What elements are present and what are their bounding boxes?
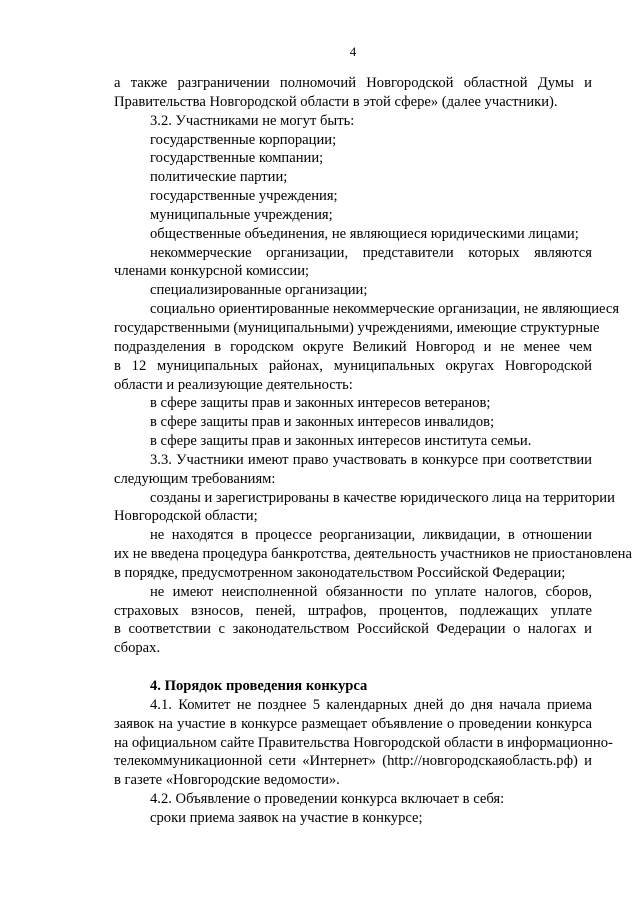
text-line: специализированные организации; [150, 282, 368, 299]
text-line: в газете «Новгородские ведомости». [114, 772, 340, 789]
text-line: социально ориентированные некоммерческие организации, не являющиеся [150, 301, 620, 318]
text-line: в соответствии с законодательством Российской Федерации о налогах и [114, 621, 592, 638]
text-line: созданы и зарегистрированы в качестве юридического лица на территории [150, 489, 615, 506]
text-line: членами конкурсной комиссии; [114, 263, 310, 280]
text-line: 4.1. Комитет не позднее 5 календарных дней до дня начала приема [150, 696, 592, 713]
text-line: 3.3. Участники имеют право участвовать в конкурсе при соответствии [150, 451, 592, 468]
text-line: в сфере защиты прав и законных интересов инвалидов; [150, 414, 495, 431]
text-line: в порядке, предусмотренном законодательством Российской Федерации; [114, 564, 566, 581]
section-heading: 4. Порядок проведения конкурса [150, 678, 368, 694]
text-line: 4.2. Объявление о проведении конкурса включает в себя: [150, 791, 505, 808]
document-body [114, 74, 632, 828]
text-line: не имеют неисполненной обязанности по уплате налогов, сборов, [150, 583, 592, 600]
text-line: общественные объединения, не являющиеся юридическими лицами; [150, 225, 579, 242]
text-line: в сфере защиты прав и законных интересов института семьи. [150, 433, 532, 450]
text-line: на официальном сайте Правительства Новгородской области в информационно- [114, 734, 613, 751]
text-line: в сфере защиты прав и законных интересов ветеранов; [150, 395, 491, 412]
text-line: государственные корпорации; [150, 131, 337, 148]
text-line: государственные компании; [150, 150, 324, 167]
text-line: их не введена процедура банкротства, деятельность участников не приостановлена [114, 546, 632, 563]
text-line: не находятся в процессе реорганизации, ликвидации, в отношении [150, 527, 592, 544]
text-line: Новгородской области; [114, 508, 258, 525]
text-line: 3.2. Участниками не могут быть: [150, 112, 355, 129]
text-line: муниципальные учреждения; [150, 206, 333, 223]
text-line: некоммерческие организации, представители которых являются [150, 244, 592, 261]
text-line: телекоммуникационной сети «Интернет» (http://новгородскаяобласть.рф) и [114, 753, 592, 770]
text-line: сборах. [114, 640, 161, 657]
text-line: государственные учреждения; [150, 188, 338, 205]
page-number: 4 [349, 44, 357, 59]
text-line: следующим требованиям: [114, 470, 276, 487]
text-line: области и реализующие деятельность: [114, 376, 353, 393]
text-line: страховых взносов, пеней, штрафов, процентов, подлежащих уплате [114, 602, 592, 619]
text-line: политические партии; [150, 169, 288, 186]
text-line: заявок на участие в конкурсе размещает объявление о проведении конкурса [114, 715, 592, 732]
text-line: Правительства Новгородской области в этой сфере» (далее участники). [114, 93, 558, 110]
text-line: а также разграничении полномочий Новгородской областной Думы и [114, 75, 592, 91]
text-line: государственными (муниципальными) учреждениями, имеющие структурные [114, 319, 600, 336]
text-line: подразделения в городском округе Великий Новгород и не менее чем [114, 338, 592, 355]
blank-line [114, 658, 592, 677]
text-line: сроки приема заявок на участие в конкурсе; [150, 809, 423, 826]
text-line: в 12 муниципальных районах, муниципальных округах Новгородской [114, 357, 592, 374]
